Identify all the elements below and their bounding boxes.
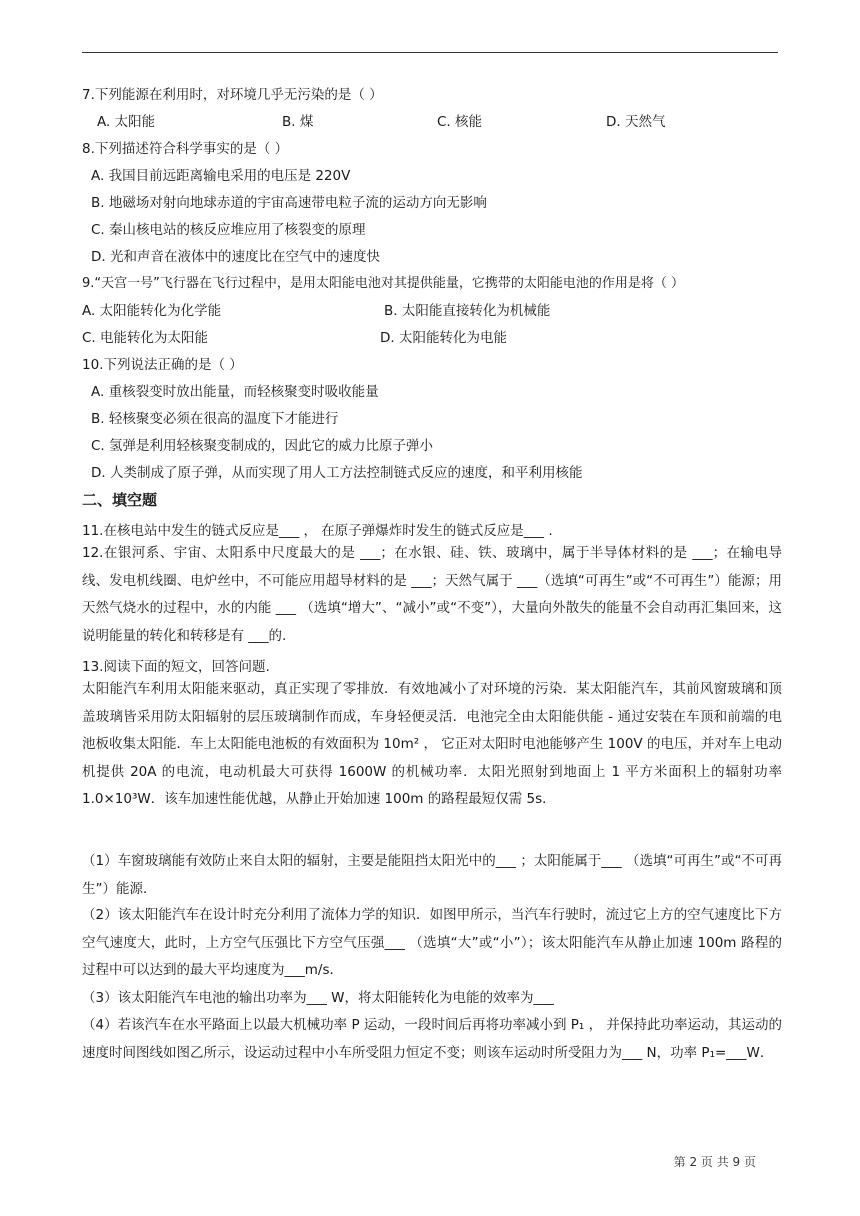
question-8-stem: 8.下列描述符合科学事实的是（ ）: [82, 141, 289, 157]
question-13-sub-3: （3）该太阳能汽车电池的输出功率为___ W，将太阳能转化为电能的效率为___: [82, 990, 554, 1006]
header-rule: [82, 52, 778, 53]
question-10-stem: 10.下列说法正确的是（ ）: [82, 357, 243, 373]
question-8-option-b: B. 地磁场对射向地球赤道的宇宙高速带电粒子流的运动方向无影响: [91, 195, 487, 211]
question-7-stem: 7.下列能源在利用时，对环境几乎无污染的是（ ）: [82, 87, 383, 103]
question-9-stem: 9.“天宫一号”飞行器在飞行过程中，是用太阳能电池对其提供能量，它携带的太阳能电池的作用是将（ ）: [82, 276, 685, 291]
page-number: 第 2 页 共 9 页: [673, 1155, 756, 1169]
question-12: 12.在银河系、宇宙、太阳系中尺度最大的是 ___；在水银、硅、铁、玻璃中，属于半导体材料的是 ___；在输电导线、发电机线圈、电炉丝中，不可能应用超导材料的是 ___；天然气属于 ___（选填“可再生”或“不可再生”）能源；用天然气烧水的过程中，水的内能 ___ （选填“增大”、“减小”或“不变”），大量向外散失的能量不会自动再汇集回来，这说明能量的转化和转移是有 ___的.: [82, 545, 782, 644]
section-title: 二、填空题: [82, 491, 158, 509]
question-10-option-c: C. 氢弹是利用轻核聚变制成的，因此它的威力比原子弹小: [91, 438, 434, 454]
question-7-option-d: D. 天然气: [606, 114, 666, 130]
question-13-sub-2: （2）该太阳能汽车在设计时充分利用了流体力学的知识．如图甲所示，当汽车行驶时，流过它上方的空气速度比下方空气速度大，此时，上方空气压强比下方空气压强___ （选填“大”或“小”）；该太阳能汽车从静止加速 100m 路程的过程中可以达到的最大平均速度为___m/s．: [82, 907, 782, 978]
question-8-option-d: D. 光和声音在液体中的速度比在空气中的速度快: [91, 249, 380, 265]
question-13-passage: 太阳能汽车利用太阳能来驱动，真正实现了零排放．有效地减小了对环境的污染．某太阳能汽车，其前风窗玻璃和顶盖玻璃皆采用防太阳辐射的层压玻璃制作而成，车身轻便灵活．电池完全由太阳能供能 - 通过安装在车顶和前端的电池板收集太阳能．车上太阳能电池板的有效面积为 10m² ， 它正对太阳时电池能够产生 100V 的电压，并对车上电动机提供 20A 的电流，电动机最大可获得 1600W 的机械功率．太阳光照射到地面上 1 平方米面积上的辐射功率 1.0×10³W．该车加速性能优越，从静止开始加速 100m 的路程最短仅需 5s．: [82, 681, 782, 807]
question-13-stem: 13.阅读下面的短文，回答问题.: [82, 659, 270, 675]
question-10-option-b: B. 轻核聚变必须在很高的温度下才能进行: [91, 411, 339, 427]
question-9-option-d: D. 太阳能转化为电能: [380, 330, 507, 346]
question-9-option-b: B. 太阳能直接转化为机械能: [384, 303, 551, 319]
question-7-option-a: A. 太阳能: [97, 114, 156, 130]
question-10-option-a: A. 重核裂变时放出能量，而轻核聚变时吸收能量: [91, 384, 379, 400]
question-13-sub-1: （1）车窗玻璃能有效防止来自太阳的辐射，主要是能阻挡太阳光中的___ ；太阳能属于___ （选填“可再生”或“不可再生”）能源．: [82, 853, 782, 897]
question-10-option-d: D. 人类制成了原子弹，从而实现了用人工方法控制链式反应的速度，和平利用核能: [91, 465, 583, 481]
question-8-option-a: A. 我国目前远距离输电采用的电压是 220V: [91, 168, 351, 184]
question-7-option-c: C. 核能: [437, 114, 483, 130]
question-9-option-a: A. 太阳能转化为化学能: [82, 303, 222, 319]
question-13-sub-4: （4）若该汽车在水平路面上以最大机械功率 P 运动，一段时间后再将功率减小到 P₁ ， 并保持此功率运动，其运动的速度时间图线如图乙所示，设运动过程中小车所受阻力恒定不变；则该车运动时所受阻力为___ N，功率 P₁=___W．: [82, 1017, 782, 1061]
question-9-option-c: C. 电能转化为太阳能: [82, 330, 209, 346]
question-11: 11.在核电站中发生的链式反应是___ ， 在原子弹爆炸时发生的链式反应是___ .: [82, 523, 553, 539]
question-7-option-b: B. 煤: [282, 114, 314, 130]
question-8-option-c: C. 秦山核电站的核反应堆应用了核裂变的原理: [91, 222, 366, 238]
